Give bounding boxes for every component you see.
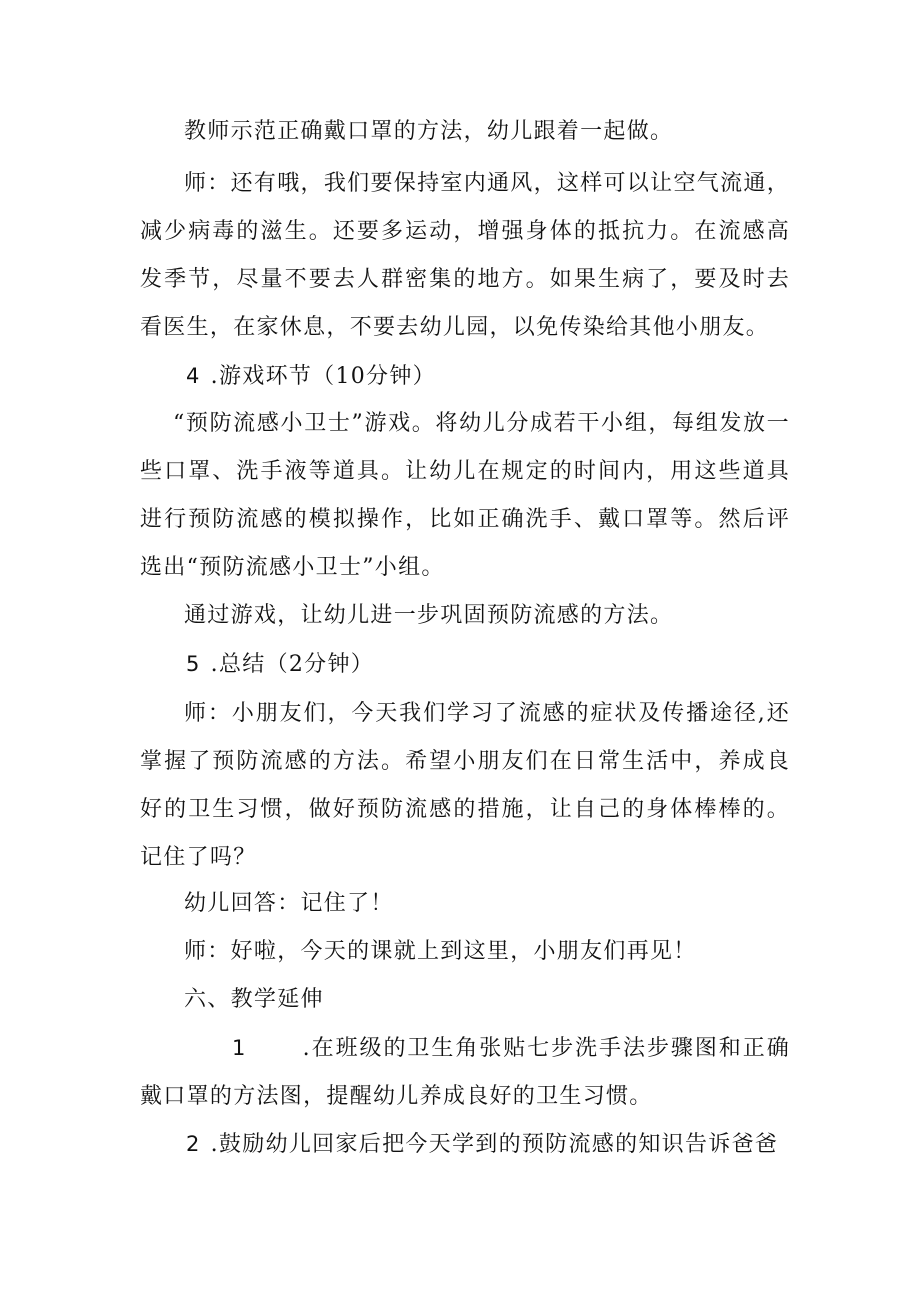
extension-item-2-text: .鼓励幼儿回家后把今天学到的预防流感的知识告诉爸爸 [210, 1132, 779, 1157]
extension-item-2-number: 2 [186, 1132, 201, 1156]
paragraph-game-description: “预防流感小卫士”游戏。将幼儿分成若干小组，每组发放一些口罩、洗手液等道具。让幼儿在规定的时间内，用这些道具进行预防流感的模拟操作，比如正确洗手、戴口罩等。然后评选出“预防流感小卫士”小组。 [140, 411, 790, 580]
extension-item-1-number: 1 [232, 1036, 247, 1060]
heading-game-number: 4 [186, 364, 201, 388]
extension-item-1 [140, 1024, 790, 1121]
heading-summary-section [186, 640, 374, 689]
paragraph-teacher-ventilation: 师：还有哦，我们要保持室内通风，这样可以让空气流通，减少病毒的滋生。还要多运动，增强身体的抵抗力。在流感高发季节，尽量不要去人群密集的地方。如果生病了，要及时去看医生，在家休息，不要去幼儿园，以免传染给其他小朋友。 [140, 171, 790, 340]
paragraph-game-purpose: 通过游戏，让幼儿进一步巩固预防流感的方法。 [184, 603, 674, 628]
paragraph-teacher-goodbye: 师：好啦，今天的课就上到这里，小朋友们再见！ [184, 939, 697, 964]
heading-teaching-extension: 六、教学延伸 [184, 987, 324, 1012]
heading-summary-text: .总结（2分钟） [210, 652, 375, 677]
heading-game-text: .游戏环节（10分钟） [210, 364, 436, 389]
paragraph-children-answer: 幼儿回答：记住了！ [184, 891, 394, 916]
extension-item-2 [186, 1120, 778, 1169]
extension-item-1-text: .在班级的卫生角张贴七步洗手法步骤图和正确戴口罩的方法图，提醒幼儿养成良好的卫生习惯。 [140, 1036, 790, 1109]
heading-game-section [186, 352, 436, 401]
paragraph-teacher-summary: 师：小朋友们，今天我们学习了流感的症状及传播途径,还掌握了预防流感的方法。希望小朋友们在日常生活中，养成良好的卫生习惯，做好预防流感的措施，让自己的身体棒棒的。记住了吗？ [140, 701, 790, 870]
paragraph-teacher-demo: 教师示范正确戴口罩的方法，幼儿跟着一起做。 [184, 119, 674, 144]
heading-summary-number: 5 [186, 652, 201, 676]
